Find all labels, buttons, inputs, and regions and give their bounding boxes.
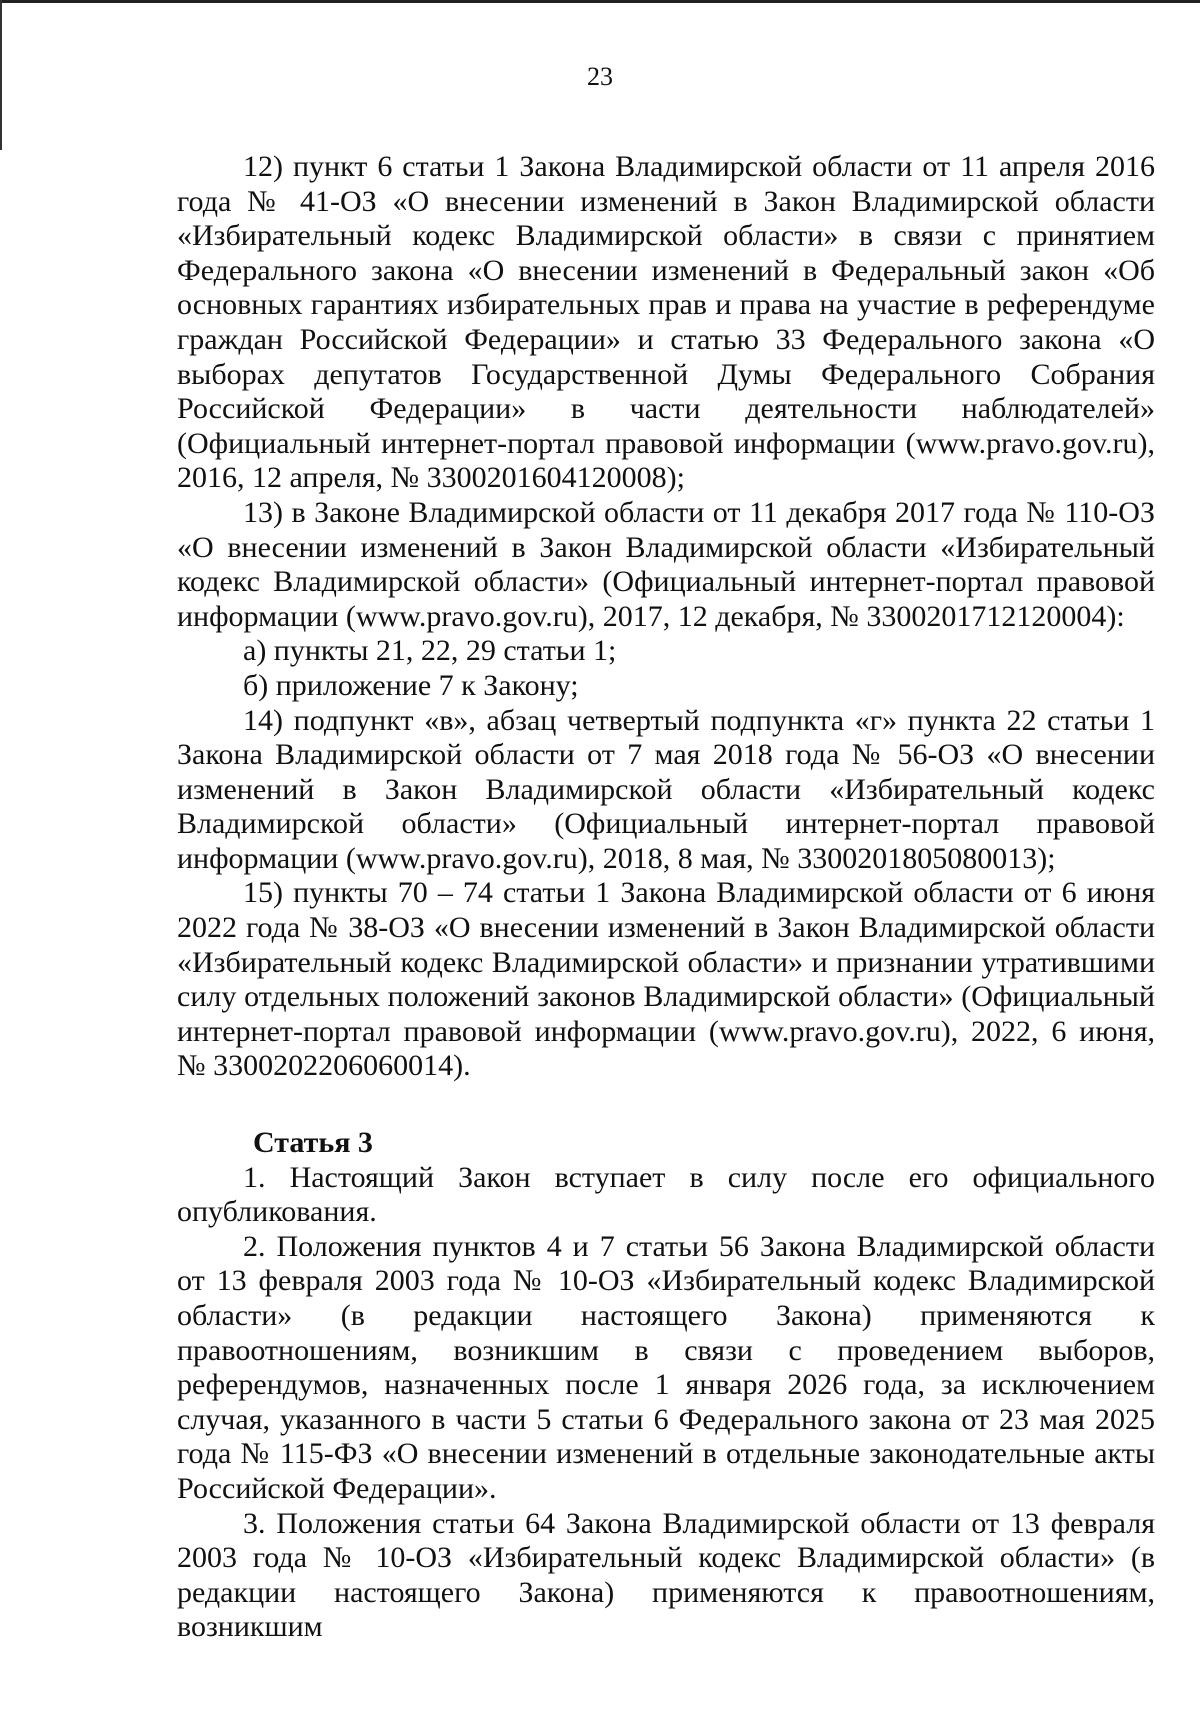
- paragraph-item-15: 15) пункты 70 – 74 статьи 1 Закона Владимирской области от 6 июня 2022 года № 38-ОЗ «О внесении изменений в Закон Владимирской области «Избирательный кодекс Владимирской области» и признании утратившими силу отдельных положений законов Владимирской области» (Официальный интернет-портал правовой информации (www.pravo.gov.ru), 2022, 6 июня, № 3300202206060014).: [177, 876, 1155, 1083]
- paragraph-subitem-a: а) пункты 21, 22, 29 статьи 1;: [243, 634, 617, 668]
- paragraph-item-12: 12) пункт 6 статьи 1 Закона Владимирской области от 11 апреля 2016 года № 41-ОЗ «О внесении изменений в Закон Владимирской области «Избирательный кодекс Владимирской области» в связи с принятием Федерального закона «О внесении изменений в Федеральный закон «Об основных гарантиях избирательных прав и права на участие в референдуме граждан Российской Федерации» и статью 33 Федерального закона «О выборах депутатов Государственной Думы Федерального Собрания Российской Федерации» в части деятельности наблюдателей» (Официальный интернет-портал правовой информации (www.pravo.gov.ru), 2016, 12 апреля, № 3300201604120008);: [177, 150, 1155, 495]
- paragraph-subitem-b: б) приложение 7 к Закону;: [243, 668, 579, 702]
- page-number: 23: [587, 62, 613, 91]
- article-paragraph-3: 3. Положения статьи 64 Закона Владимирской области от 13 февраля 2003 года № 10-ОЗ «Избирательный кодекс Владимирской области» (в редакции настоящего Закона) применяются к правоотношениям, возникшим: [177, 1506, 1155, 1644]
- scan-edge-top: [0, 0, 1200, 3]
- paragraph-item-14: 14) подпункт «в», абзац четвертый подпункта «г» пункта 22 статьи 1 Закона Владимирской области от 7 мая 2018 года № 56-ОЗ «О внесении изменений в Закон Владимирской области «Избирательный кодекс Владимирской области» (Официальный интернет-портал правовой информации (www.pravo.gov.ru), 2018, 8 мая, № 3300201805080013);: [177, 703, 1155, 875]
- article-heading: Статья 3: [253, 1126, 373, 1160]
- paragraph-item-13: 13) в Законе Владимирской области от 11 декабря 2017 года № 110-ОЗ «О внесении изменений в Закон Владимирской области «Избирательный кодекс Владимирской области» (Официальный интернет-портал правовой информации (www.pravo.gov.ru), 2017, 12 декабря, № 3300201712120004):: [177, 495, 1155, 633]
- article-paragraph-2: 2. Положения пунктов 4 и 7 статьи 56 Закона Владимирской области от 13 февраля 2003 года № 10-ОЗ «Избирательный кодекс Владимирской области» (в редакции настоящего Закона) применяются к правоотношениям, возникшим в связи с проведением выборов, референдумов, назначенных после 1 января 2026 года, за исключением случая, указанного в части 5 статьи 6 Федерального закона от 23 мая 2025 года № 115-ФЗ «О внесении изменений в отдельные законодательные акты Российской Федерации».: [177, 1229, 1155, 1505]
- document-body: [177, 150, 1155, 1645]
- article-paragraph-1: 1. Настоящий Закон вступает в силу после его официального опубликования.: [177, 1160, 1155, 1229]
